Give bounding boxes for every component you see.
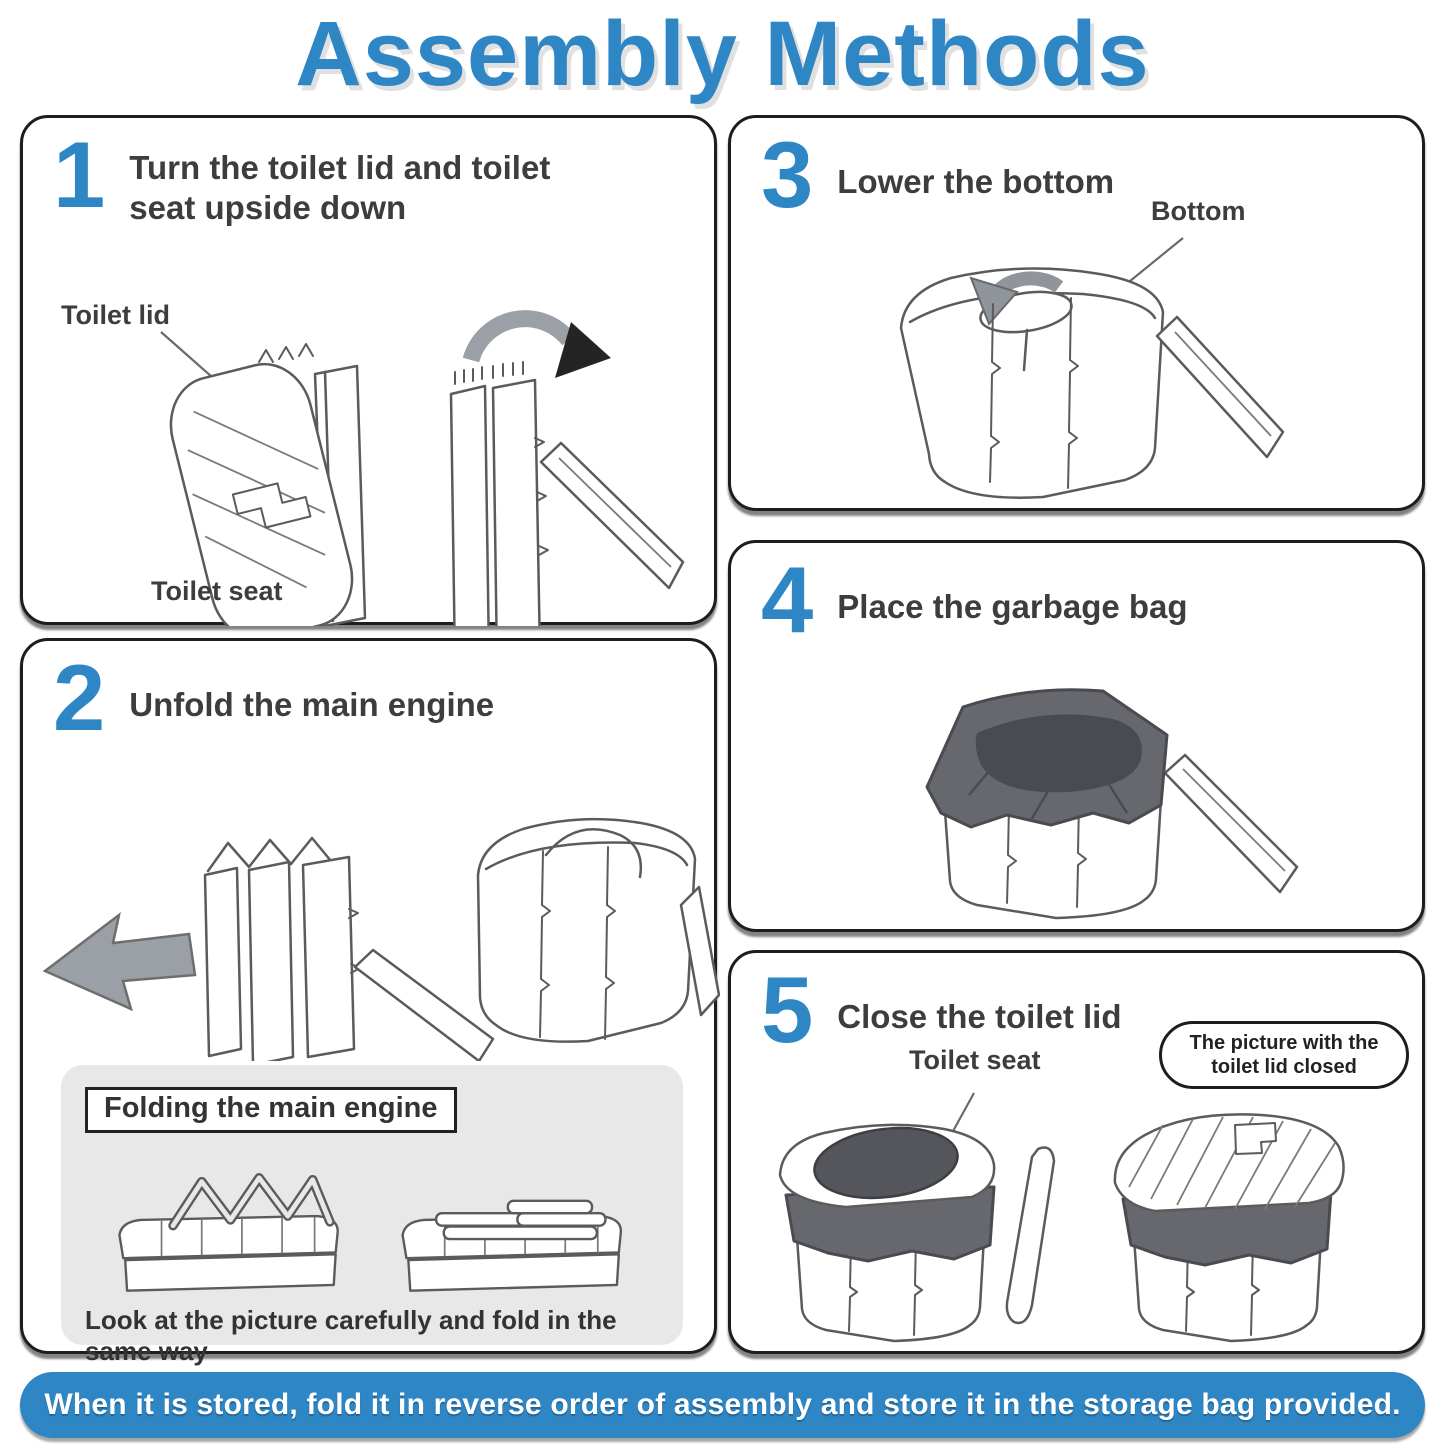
storage-note-bar [20, 1372, 1425, 1438]
unfold-arrow-icon [45, 915, 195, 1009]
step-5-card [728, 950, 1425, 1354]
step-5-closed-illustration [1093, 1091, 1413, 1353]
step-1-title: Turn the toilet lid and toilet seat upside down [129, 149, 551, 227]
folding-inset-title: Folding the main engine [85, 1087, 457, 1133]
step-4-header [731, 543, 1422, 652]
step-3-card [728, 115, 1425, 511]
open-lid [1007, 1148, 1054, 1323]
step-5-title: Close the toilet lid [837, 998, 1122, 1035]
step-1-card [20, 115, 717, 625]
folding-inset-illustration [85, 1137, 659, 1299]
step-4-illustration [731, 655, 1428, 929]
step-3-header [731, 118, 1422, 227]
step-4-number: 4 [761, 547, 814, 652]
storage-note-text: When it is stored, fold it in reverse order of assembly and store it in the storage bag provided. [44, 1388, 1401, 1421]
step-3-number: 3 [761, 122, 814, 227]
step-2-illustration [23, 759, 720, 1061]
step-2-title: Unfold the main engine [129, 686, 495, 723]
bottom-label: Bottom [1151, 196, 1246, 226]
step-5-open-illustration [756, 1091, 1076, 1353]
toilet-lid-label: Toilet lid [61, 300, 170, 330]
step-4-card [728, 540, 1425, 932]
step-1-header [23, 118, 714, 229]
toilet-seat-label: Toilet seat [151, 576, 283, 606]
lid-closed-bubble: The picture with the toilet lid closed [1159, 1021, 1409, 1089]
step-2-card [20, 638, 717, 1366]
step-5-number: 5 [761, 957, 814, 1062]
page-title: Assembly Methods [295, 3, 1150, 105]
step-3-illustration [731, 236, 1428, 508]
toilet-seat-label-step5: Toilet seat [909, 1045, 1041, 1075]
step-4-title: Place the garbage bag [837, 588, 1188, 625]
folding-inset-caption: Look at the picture carefully and fold in the same way [85, 1305, 617, 1366]
step-3-title: Lower the bottom [837, 163, 1115, 200]
step-2-number: 2 [53, 645, 106, 750]
step-2-header [23, 641, 714, 750]
garbage-bag [927, 690, 1167, 827]
step-1-number: 1 [53, 122, 106, 227]
folding-inset-box [61, 1065, 683, 1366]
